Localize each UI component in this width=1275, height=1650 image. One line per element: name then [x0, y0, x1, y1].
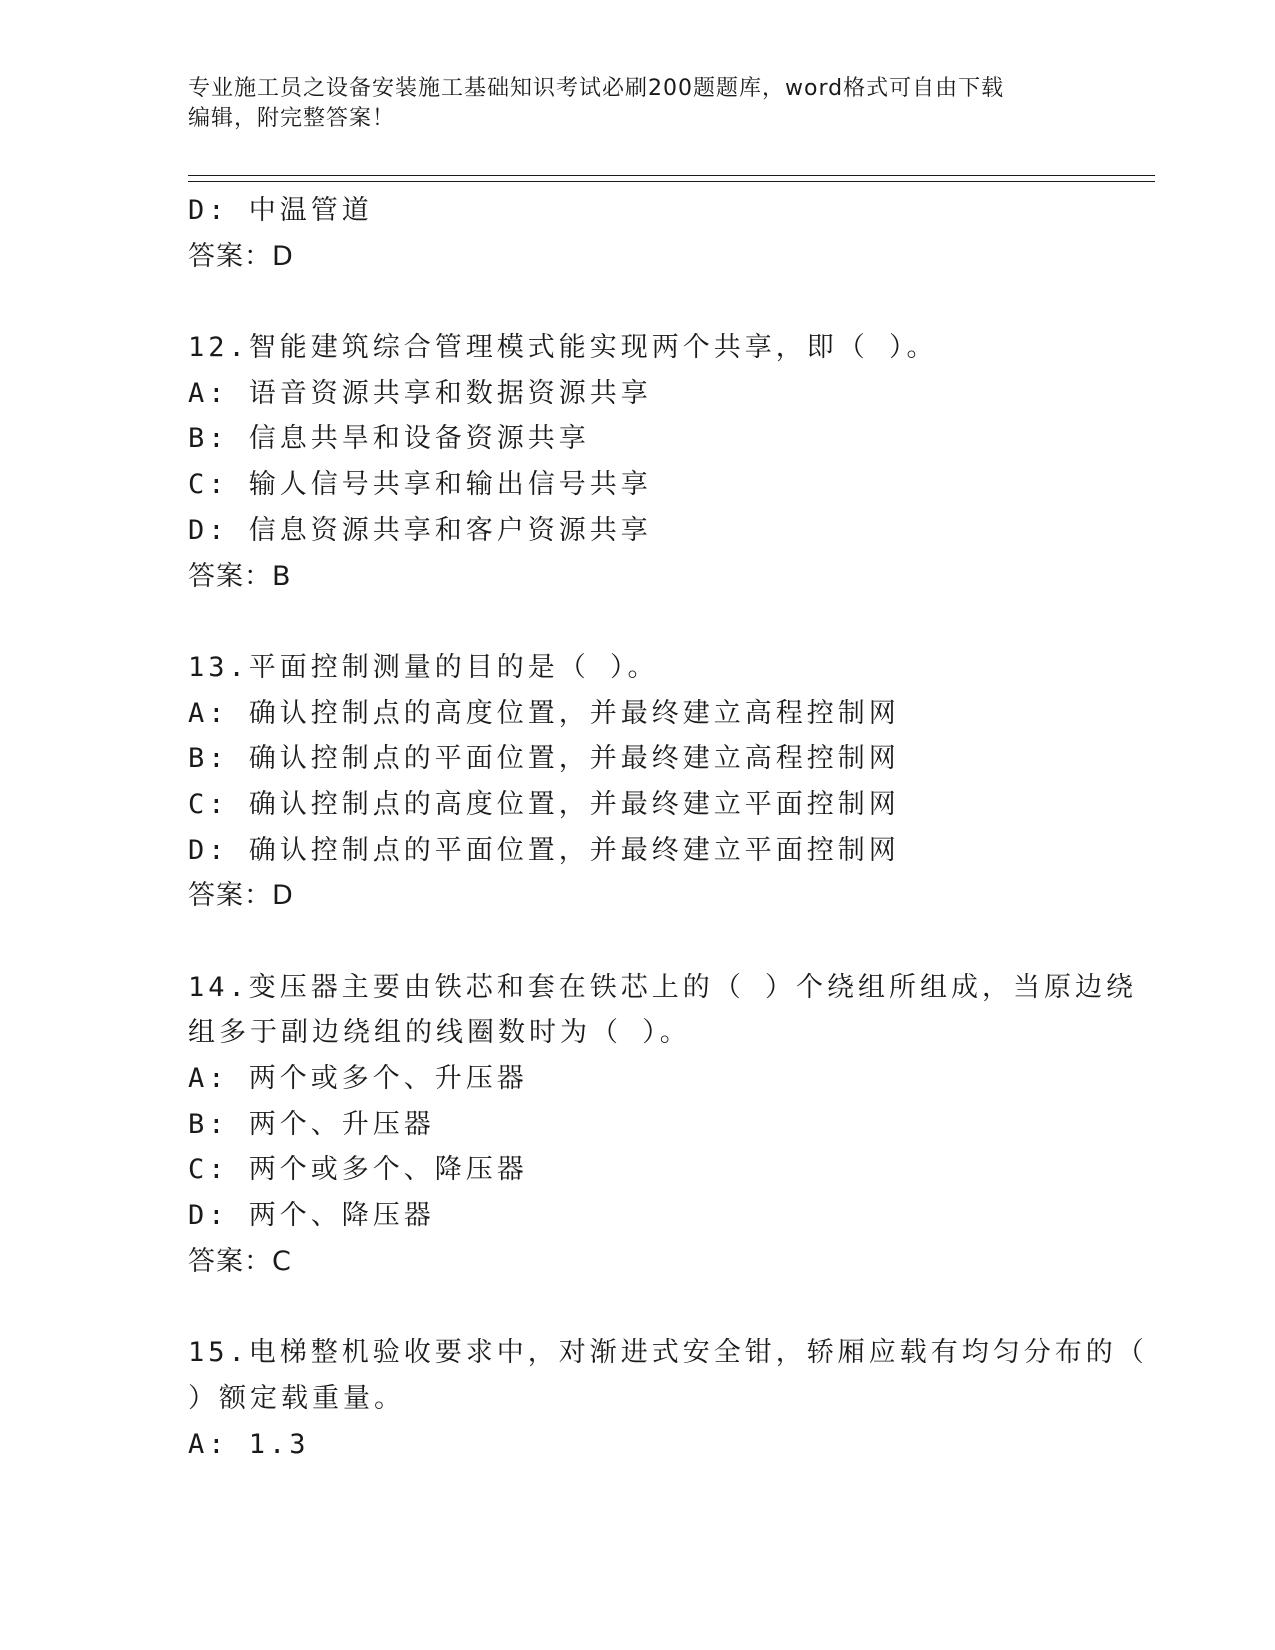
question-12: [188, 325, 1088, 599]
option-c: C: 输人信号共享和输出信号共享: [188, 469, 652, 501]
question-stem: 13.平面控制测量的目的是（ ）。: [188, 651, 659, 683]
option-a: A: 两个或多个、升压器: [188, 1063, 528, 1095]
header-divider-bottom: [188, 181, 1155, 182]
question-13: [188, 645, 1088, 919]
carryover-answer: 答案：D: [188, 240, 294, 272]
question-stem: 12.智能建筑综合管理模式能实现两个共享，即（ ）。: [188, 332, 938, 364]
question-stem-line-2: ）额定载重量。: [188, 1382, 405, 1414]
question-stem-line-1: 14.变压器主要由铁芯和套在铁芯上的（ ）个绕组所组成，当原边绕: [188, 971, 1138, 1003]
option-b: B: 确认控制点的平面位置，并最终建立高程控制网: [188, 743, 900, 775]
option-a: A: 1.3: [188, 1428, 310, 1460]
question-stem-line-1: 15.电梯整机验收要求中，对渐进式安全钳，轿厢应载有均匀分布的（: [188, 1337, 1148, 1369]
option-b: B: 信息共旱和设备资源共享: [188, 423, 590, 455]
answer-line: 答案：C: [188, 1245, 292, 1277]
header-line-2: 编辑，附完整答案！: [188, 106, 396, 131]
spacer: [188, 599, 1088, 645]
spacer: [188, 919, 1088, 965]
spacer: [188, 1285, 1088, 1331]
question-list: [188, 188, 1148, 1467]
question-14: [188, 965, 1138, 1285]
answer-line: 答案：D: [188, 880, 294, 912]
carryover-option-d: D: 中温管道: [188, 195, 373, 226]
spacer: [188, 279, 1088, 325]
option-c: C: 两个或多个、降压器: [188, 1154, 528, 1186]
option-d: D: 两个、降压器: [188, 1200, 435, 1232]
header-divider-top: [188, 175, 1155, 176]
answer-line: 答案：B: [188, 560, 292, 592]
header-line-1: 专业施工员之设备安装施工基础知识考试必刷200题题库，word格式可自由下载: [188, 76, 1005, 101]
option-d: D: 信息资源共享和客户资源共享: [188, 514, 652, 546]
question-stem-line-2: 组多于副边绕组的线圈数时为（ ）。: [188, 1017, 691, 1049]
option-c: C: 确认控制点的高度位置，并最终建立平面控制网: [188, 788, 900, 820]
option-d: D: 确认控制点的平面位置，并最终建立平面控制网: [188, 834, 900, 866]
document-header: [188, 74, 1088, 134]
option-a: A: 语音资源共享和数据资源共享: [188, 377, 652, 409]
question-15: [188, 1330, 1148, 1467]
option-a: A: 确认控制点的高度位置，并最终建立高程控制网: [188, 697, 900, 729]
option-b: B: 两个、升压器: [188, 1108, 435, 1140]
